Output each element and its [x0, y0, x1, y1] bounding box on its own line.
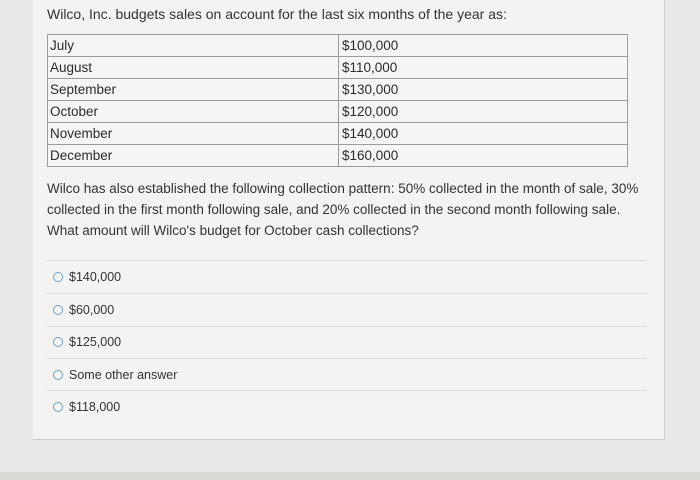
- collection-pattern-text: [47, 178, 657, 241]
- amount-cell: $100,000: [339, 35, 628, 57]
- question-title: Wilco, Inc. budgets sales on account for the last six months of the year as:: [47, 6, 507, 22]
- radio-button[interactable]: [53, 272, 63, 282]
- amount-cell: $120,000: [339, 101, 628, 123]
- month-cell: October: [48, 101, 339, 123]
- radio-button[interactable]: [53, 370, 63, 380]
- divider: [47, 326, 647, 327]
- bottom-bar: [0, 472, 700, 480]
- month-cell: November: [48, 123, 339, 145]
- sales-table: [47, 34, 628, 167]
- month-cell: August: [48, 57, 339, 79]
- pattern-line: Wilco has also established the following collection pattern: 50% collected in the month of sale, 30%: [47, 181, 639, 196]
- divider: [47, 293, 647, 294]
- table-row: [48, 35, 628, 57]
- table-row: [48, 123, 628, 145]
- answer-option[interactable]: [53, 270, 121, 284]
- divider: [47, 390, 647, 391]
- answer-option-label: $60,000: [69, 303, 115, 317]
- divider: [47, 358, 647, 359]
- month-cell: July: [48, 35, 339, 57]
- table-row: [48, 57, 628, 79]
- table-row: [48, 145, 628, 167]
- table-row: [48, 101, 628, 123]
- radio-button[interactable]: [53, 305, 63, 315]
- answer-option[interactable]: [53, 400, 120, 414]
- amount-cell: $160,000: [339, 145, 628, 167]
- amount-cell: $140,000: [339, 123, 628, 145]
- answer-option[interactable]: [53, 368, 177, 382]
- radio-button[interactable]: [53, 337, 63, 347]
- question-card: [33, 0, 665, 440]
- answer-option-label: Some other answer: [69, 368, 178, 382]
- table-row: [48, 79, 628, 101]
- answer-option[interactable]: [53, 335, 121, 349]
- pattern-line: What amount will Wilco's budget for October cash collections?: [47, 223, 419, 238]
- month-cell: December: [48, 145, 339, 167]
- answer-option-label: $118,000: [69, 400, 121, 414]
- answer-option-label: $140,000: [69, 270, 122, 284]
- divider: [47, 260, 647, 261]
- amount-cell: $110,000: [339, 57, 628, 79]
- month-cell: September: [48, 79, 339, 101]
- pattern-line: collected in the first month following sale, and 20% collected in the second month following sale.: [47, 202, 621, 217]
- answer-option-label: $125,000: [69, 335, 122, 349]
- amount-cell: $130,000: [339, 79, 628, 101]
- radio-button[interactable]: [53, 402, 63, 412]
- answer-option[interactable]: [53, 303, 114, 317]
